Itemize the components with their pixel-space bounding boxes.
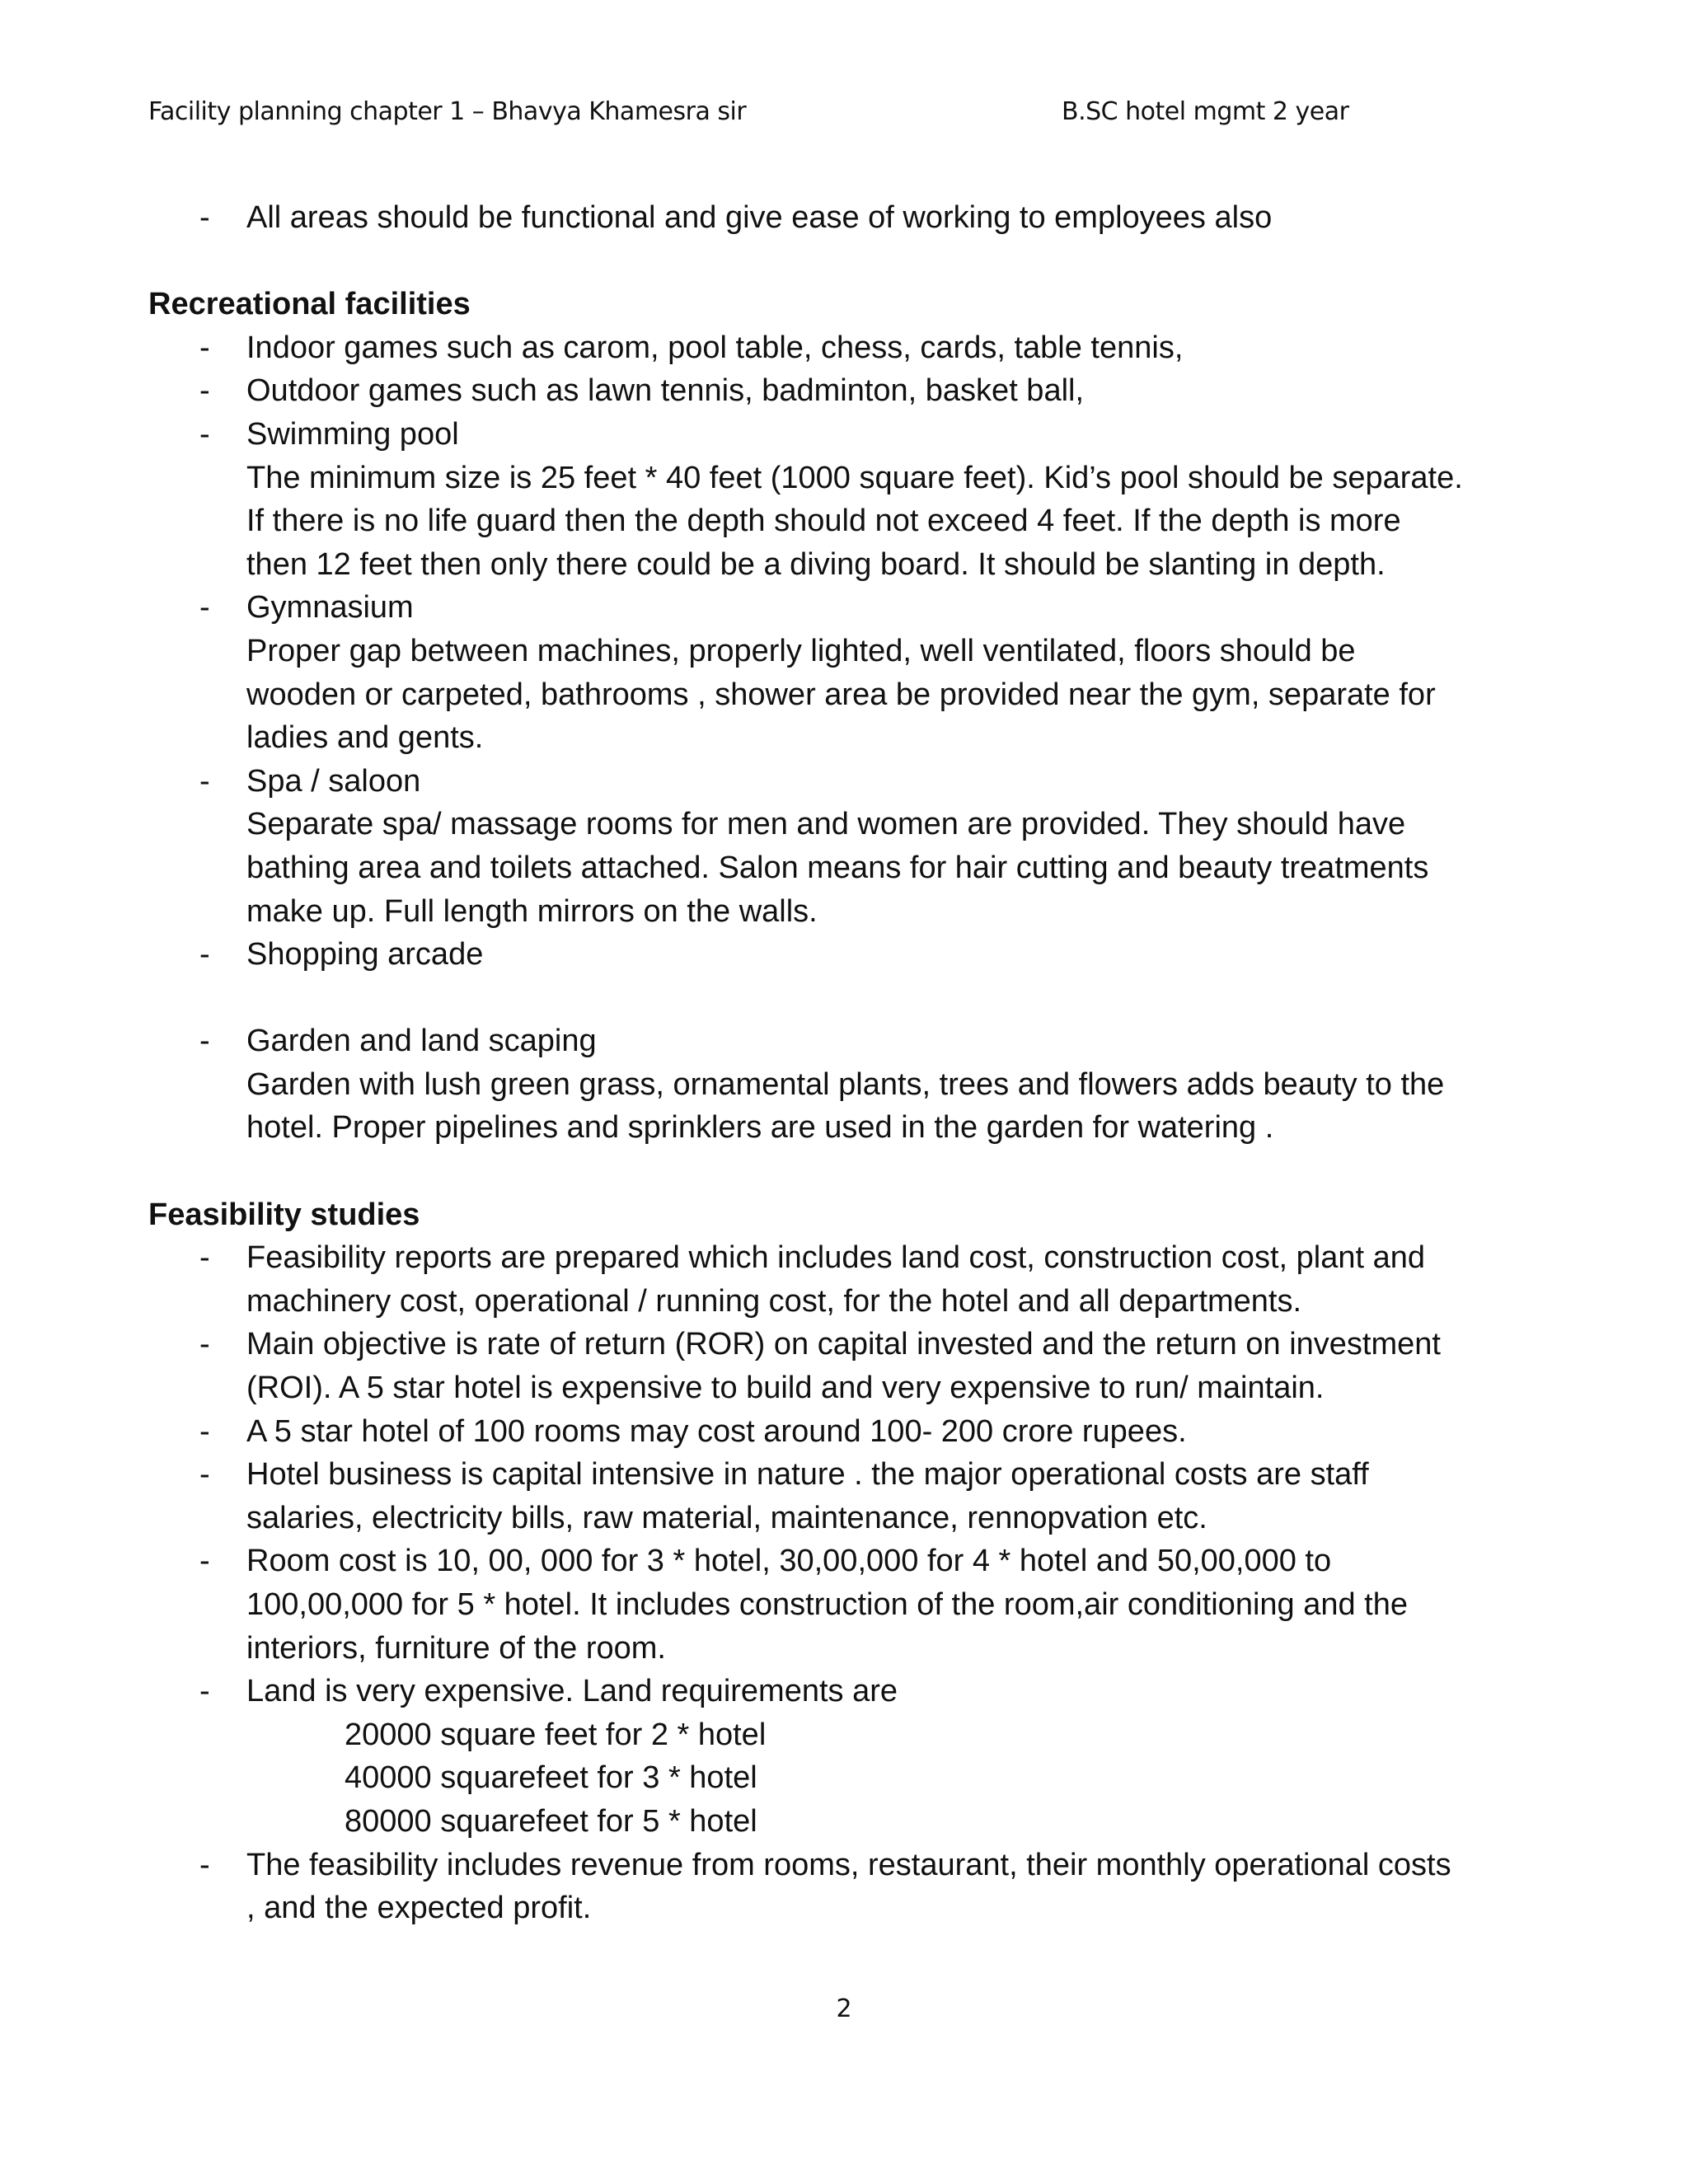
list-item-title: - Garden and land scaping [246,1024,597,1059]
list-item-title: - Swimming pool [246,416,459,452]
land-requirement-line: 80000 squarefeet for 5 * hotel [345,1803,757,1839]
section-heading-feasibility: Feasibility studies [148,1197,420,1232]
list-item [148,326,1550,370]
paragraph-line: bathing area and toilets attached. Salon means for hair cutting and beauty treatments [246,850,1429,885]
page-number: 2 [836,1994,852,2023]
list-item: - Feasibility reports are prepared which includes land cost, construction cost, plant and [148,1236,1550,1280]
header-left-text: Facility planning chapter 1 – Bhavya Khamesra sir [148,97,747,126]
list-item-title: - Spa / saloon [246,763,421,799]
list-item [148,760,1550,804]
list-item-text: - All areas should be functional and give ease of working to employees also [246,200,1273,235]
paragraph-line: ladies and gents. [246,720,484,756]
paragraph-line: , and the expected profit. [246,1891,592,1926]
document-body [148,196,1550,1930]
list-item-text: - Outdoor games such as lawn tennis, badminton, basket ball, [246,373,1085,409]
list-item: - The feasibility includes revenue from rooms, restaurant, their monthly operational costs [148,1844,1550,1887]
paragraph-line: The minimum size is 25 feet * 40 feet (1000 square feet). Kid’s pool should be separate. [246,460,1463,495]
list-item [148,413,1550,457]
list-item-title: - Shopping arcade [246,937,484,972]
list-item: - Hotel business is capital intensive in nature . the major operational costs are staff [148,1453,1550,1497]
land-requirement-line: 40000 squarefeet for 3 * hotel [345,1760,757,1796]
list-item: - Main objective is rate of return (ROR) on capital invested and the return on investment [148,1323,1550,1366]
paragraph-line: (ROI). A 5 star hotel is expensive to build and very expensive to run/ maintain. [246,1371,1325,1406]
page-header [148,97,1540,135]
paragraph-line: machinery cost, operational / running cost, for the hotel and all departments. [246,1283,1302,1319]
list-item [148,586,1550,630]
paragraph-line: salaries, electricity bills, raw material, maintenance, rennopvation etc. [246,1500,1207,1535]
list-item [148,933,1550,977]
paragraph-line: hotel. Proper pipelines and sprinklers are used in the garden for watering . [246,1110,1274,1146]
paragraph-line: If there is no life guard then the depth should not exceed 4 feet. If the depth is more [246,504,1401,539]
paragraph-line: make up. Full length mirrors on the walls. [246,893,818,929]
section-heading-recreational: Recreational facilities [148,287,471,322]
paragraph-line: then 12 feet then only there could be a diving board. It should be slanting in depth. [246,546,1386,582]
land-requirement-line: 20000 square feet for 2 * hotel [345,1717,767,1752]
paragraph-line: 100,00,000 for 5 * hotel. It includes construction of the room,air conditioning and the [246,1587,1409,1622]
list-item: - A 5 star hotel of 100 rooms may cost around 100- 200 crore rupees. [148,1410,1550,1454]
paragraph-line: Proper gap between machines, properly lighted, well ventilated, floors should be [246,633,1356,668]
paragraph-line: wooden or carpeted, bathrooms , shower area be provided near the gym, separate for [246,677,1436,712]
header-right-text: B.SC hotel mgmt 2 year [1062,97,1349,126]
paragraph-line: Garden with lush green grass, ornamental plants, trees and flowers adds beauty to the [246,1066,1445,1102]
list-item-title: - Gymnasium [246,590,414,626]
list-item-text: - Indoor games such as carom, pool table, chess, cards, table tennis, [246,330,1184,365]
list-item [148,369,1550,413]
paragraph-line: interiors, furniture of the room. [246,1630,666,1666]
list-item: - Room cost is 10, 00, 000 for 3 * hotel, 30,00,000 for 4 * hotel and 50,00,000 to [148,1540,1550,1583]
list-item: - Land is very expensive. Land requirements are [148,1670,1550,1713]
list-item [148,1019,1550,1063]
list-item [148,196,1550,240]
paragraph-line: Separate spa/ massage rooms for men and women are provided. They should have [246,807,1406,842]
